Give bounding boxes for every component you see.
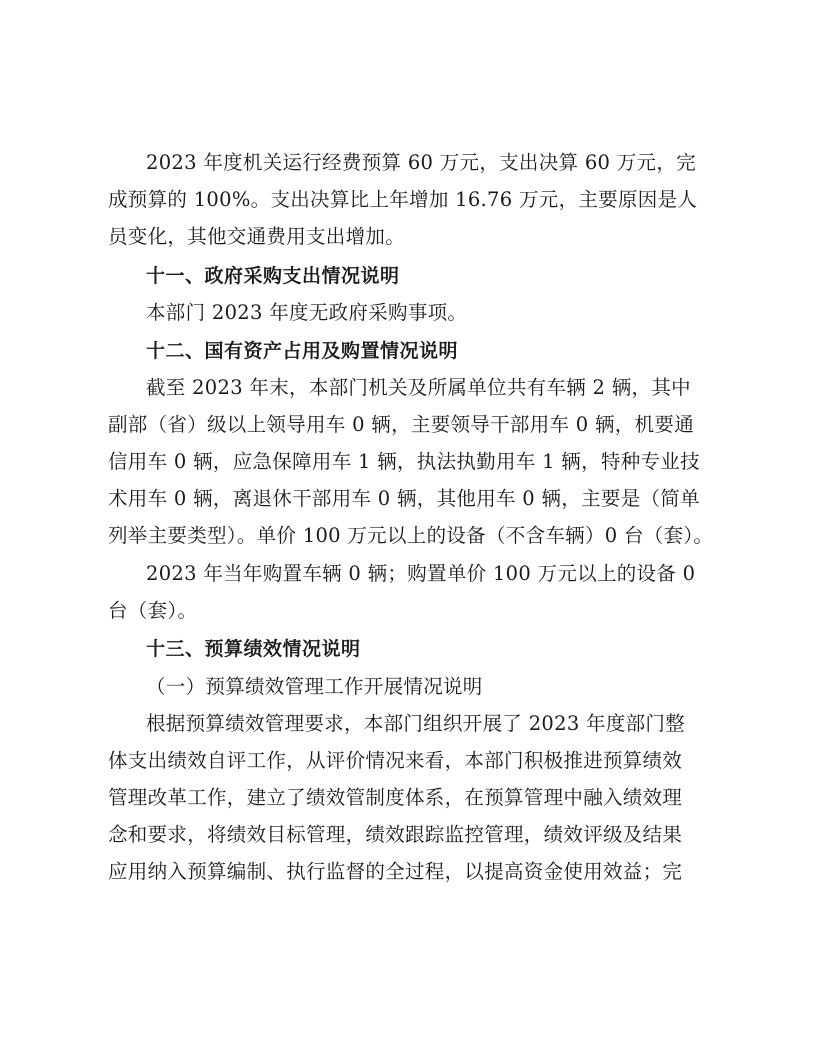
paragraph-line: 应用纳入预算编制、执行监督的全过程，以提高资金使用效益；完 <box>108 860 683 883</box>
paragraph-line: 副部（省）级以上领导用车 0 辆，主要领导干部用车 0 辆，机要通 <box>108 413 695 436</box>
paragraph-line: 念和要求，将绩效目标管理，绩效跟踪监控管理，绩效评级及结果 <box>108 823 683 846</box>
subsection-heading: （一）预算绩效管理工作开展情况说明 <box>146 675 483 698</box>
paragraph-line: 截至 2023 年末，本部门机关及所属单位共有车辆 2 辆，其中 <box>146 376 691 399</box>
paragraph-line: 2023 年度机关运行经费预算 60 万元，支出决算 60 万元，完 <box>146 151 696 174</box>
section-heading: 十三、预算绩效情况说明 <box>146 638 361 660</box>
paragraph-line: 本部门 2023 年度无政府采购事项。 <box>146 301 468 324</box>
paragraph-line: 2023 年当年购置车辆 0 辆；购置单价 100 万元以上的设备 0 <box>146 562 696 585</box>
paragraph-line: 台（套）。 <box>108 599 198 622</box>
paragraph-line: 术用车 0 辆，离退休干部用车 0 辆，其他用车 0 辆，主要是（简单 <box>108 487 700 510</box>
paragraph-line: 列举主要类型）。单价 100 万元以上的设备（不含车辆）0 台（套）。 <box>108 524 714 547</box>
section-heading: 十一、政府采购支出情况说明 <box>146 265 400 287</box>
paragraph-line: 成预算的 100%。支出决算比上年增加 16.76 万元，主要原因是人 <box>108 188 698 211</box>
section-heading: 十二、国有资产占用及购置情况说明 <box>146 340 459 362</box>
paragraph-line: 信用车 0 辆，应急保障用车 1 辆，执法执勤用车 1 辆，特种专业技 <box>108 450 700 473</box>
paragraph-line: 管理改革工作，建立了绩效管制度体系，在预算管理中融入绩效理 <box>108 786 683 809</box>
paragraph-line: 根据预算绩效管理要求，本部门组织开展了 2023 年度部门整 <box>146 712 686 735</box>
paragraph-line: 体支出绩效自评工作，从评价情况来看，本部门积极推进预算绩效 <box>108 749 683 772</box>
paragraph-line: 员变化，其他交通费用支出增加。 <box>108 225 406 248</box>
